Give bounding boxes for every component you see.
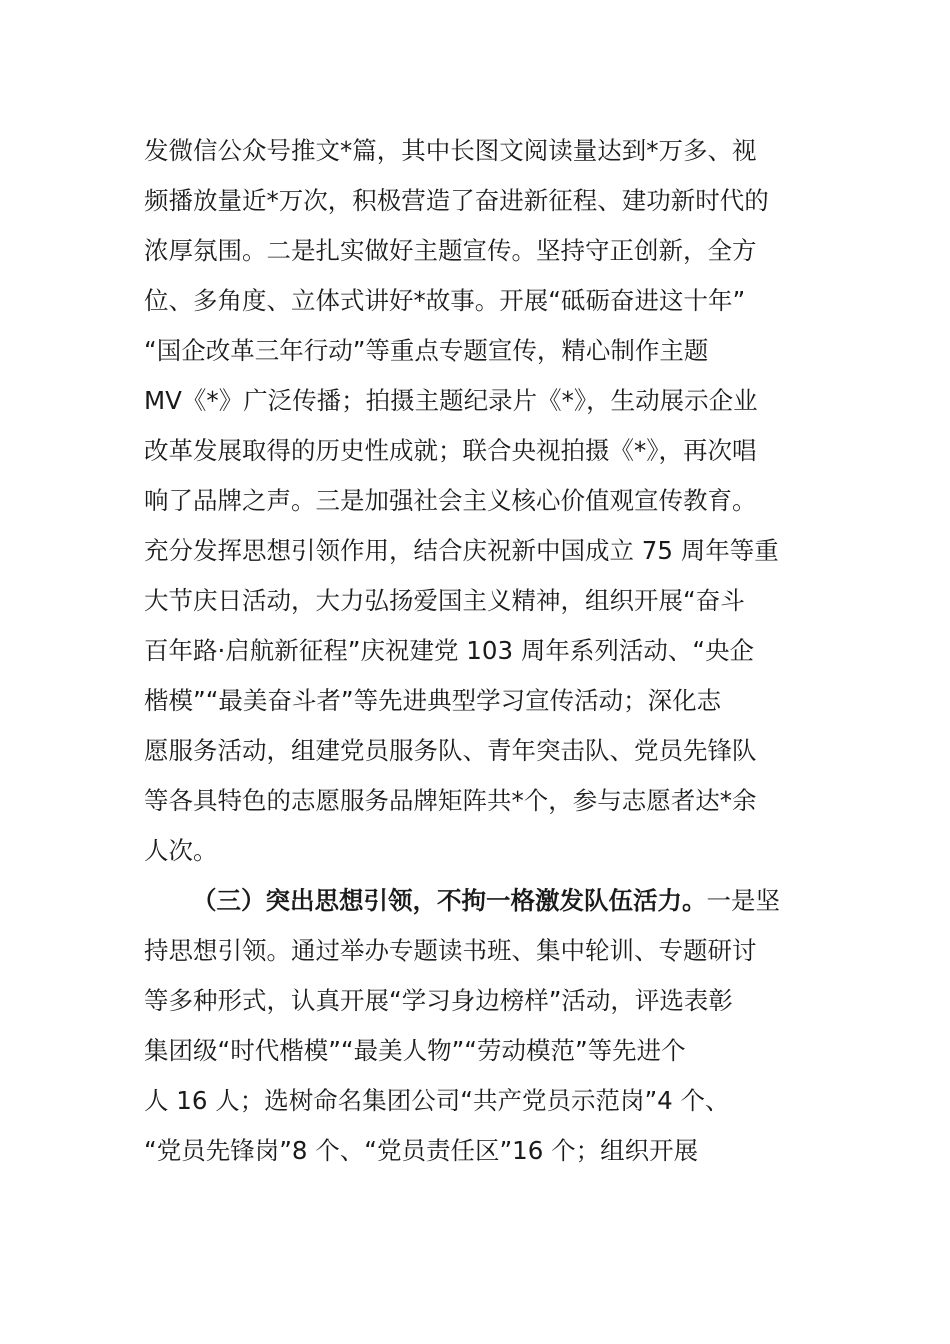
paragraph-line: 等多种形式，认真开展“学习身边榜样”活动，评选表彰 bbox=[144, 986, 733, 1015]
paragraph-line: 浓厚氛围。二是扎实做好主题宣传。坚持守正创新，全方 bbox=[144, 236, 757, 265]
paragraph-line: 持思想引领。通过举办专题读书班、集中轮训、专题研讨 bbox=[144, 936, 757, 965]
document-body bbox=[144, 126, 806, 1176]
paragraph-text: 一是坚 bbox=[706, 886, 780, 915]
paragraph-line: 大节庆日活动，大力弘扬爱国主义精神，组织开展“奋斗 bbox=[144, 586, 745, 615]
paragraph-line: “国企改革三年行动”等重点专题宣传，精心制作主题 bbox=[144, 336, 709, 365]
paragraph-line: 楷模”“最美奋斗者”等先进典型学习宣传活动；深化志 bbox=[144, 686, 722, 715]
paragraph-line: 发微信公众号推文*篇，其中长图文阅读量达到*万多、视 bbox=[144, 136, 757, 165]
paragraph-line: 位、多角度、立体式讲好*故事。开展“砥砺奋进这十年” bbox=[144, 286, 746, 315]
paragraph-first-line bbox=[144, 876, 806, 926]
paragraph-line: 频播放量近*万次，积极营造了奋进新征程、建功新时代的 bbox=[144, 186, 769, 215]
paragraph-line: 响了品牌之声。三是加强社会主义核心价值观宣传教育。 bbox=[144, 486, 757, 515]
paragraph-line: 人次。 bbox=[144, 836, 218, 865]
paragraph-line: 集团级“时代楷模”“最美人物”“劳动模范”等先进个 bbox=[144, 1036, 686, 1065]
paragraph-line: 充分发挥思想引领作用，结合庆祝新中国成立 75 周年等重 bbox=[144, 536, 779, 565]
paragraph-line: 愿服务活动，组建党员服务队、青年突击队、党员先锋队 bbox=[144, 736, 757, 765]
paragraph-line: 人 16 人；选树命名集团公司“共产党员示范岗”4 个、 bbox=[144, 1086, 730, 1115]
paragraph-2 bbox=[144, 876, 806, 1176]
section-heading: （三）突出思想引领，不拘一格激发队伍活力。 bbox=[192, 886, 707, 915]
paragraph-line: 等各具特色的志愿服务品牌矩阵共*个，参与志愿者达*余 bbox=[144, 786, 757, 815]
paragraph-line: 百年路·启航新征程”庆祝建党 103 周年系列活动、“央企 bbox=[144, 636, 755, 665]
paragraph-line: MV《*》广泛传播；拍摄主题纪录片《*》，生动展示企业 bbox=[144, 386, 758, 415]
paragraph-line: 改革发展取得的历史性成就；联合央视拍摄《*》，再次唱 bbox=[144, 436, 757, 465]
paragraph-1 bbox=[144, 126, 806, 876]
paragraph-line: “党员先锋岗”8 个、“党员责任区”16 个；组织开展 bbox=[144, 1136, 699, 1165]
